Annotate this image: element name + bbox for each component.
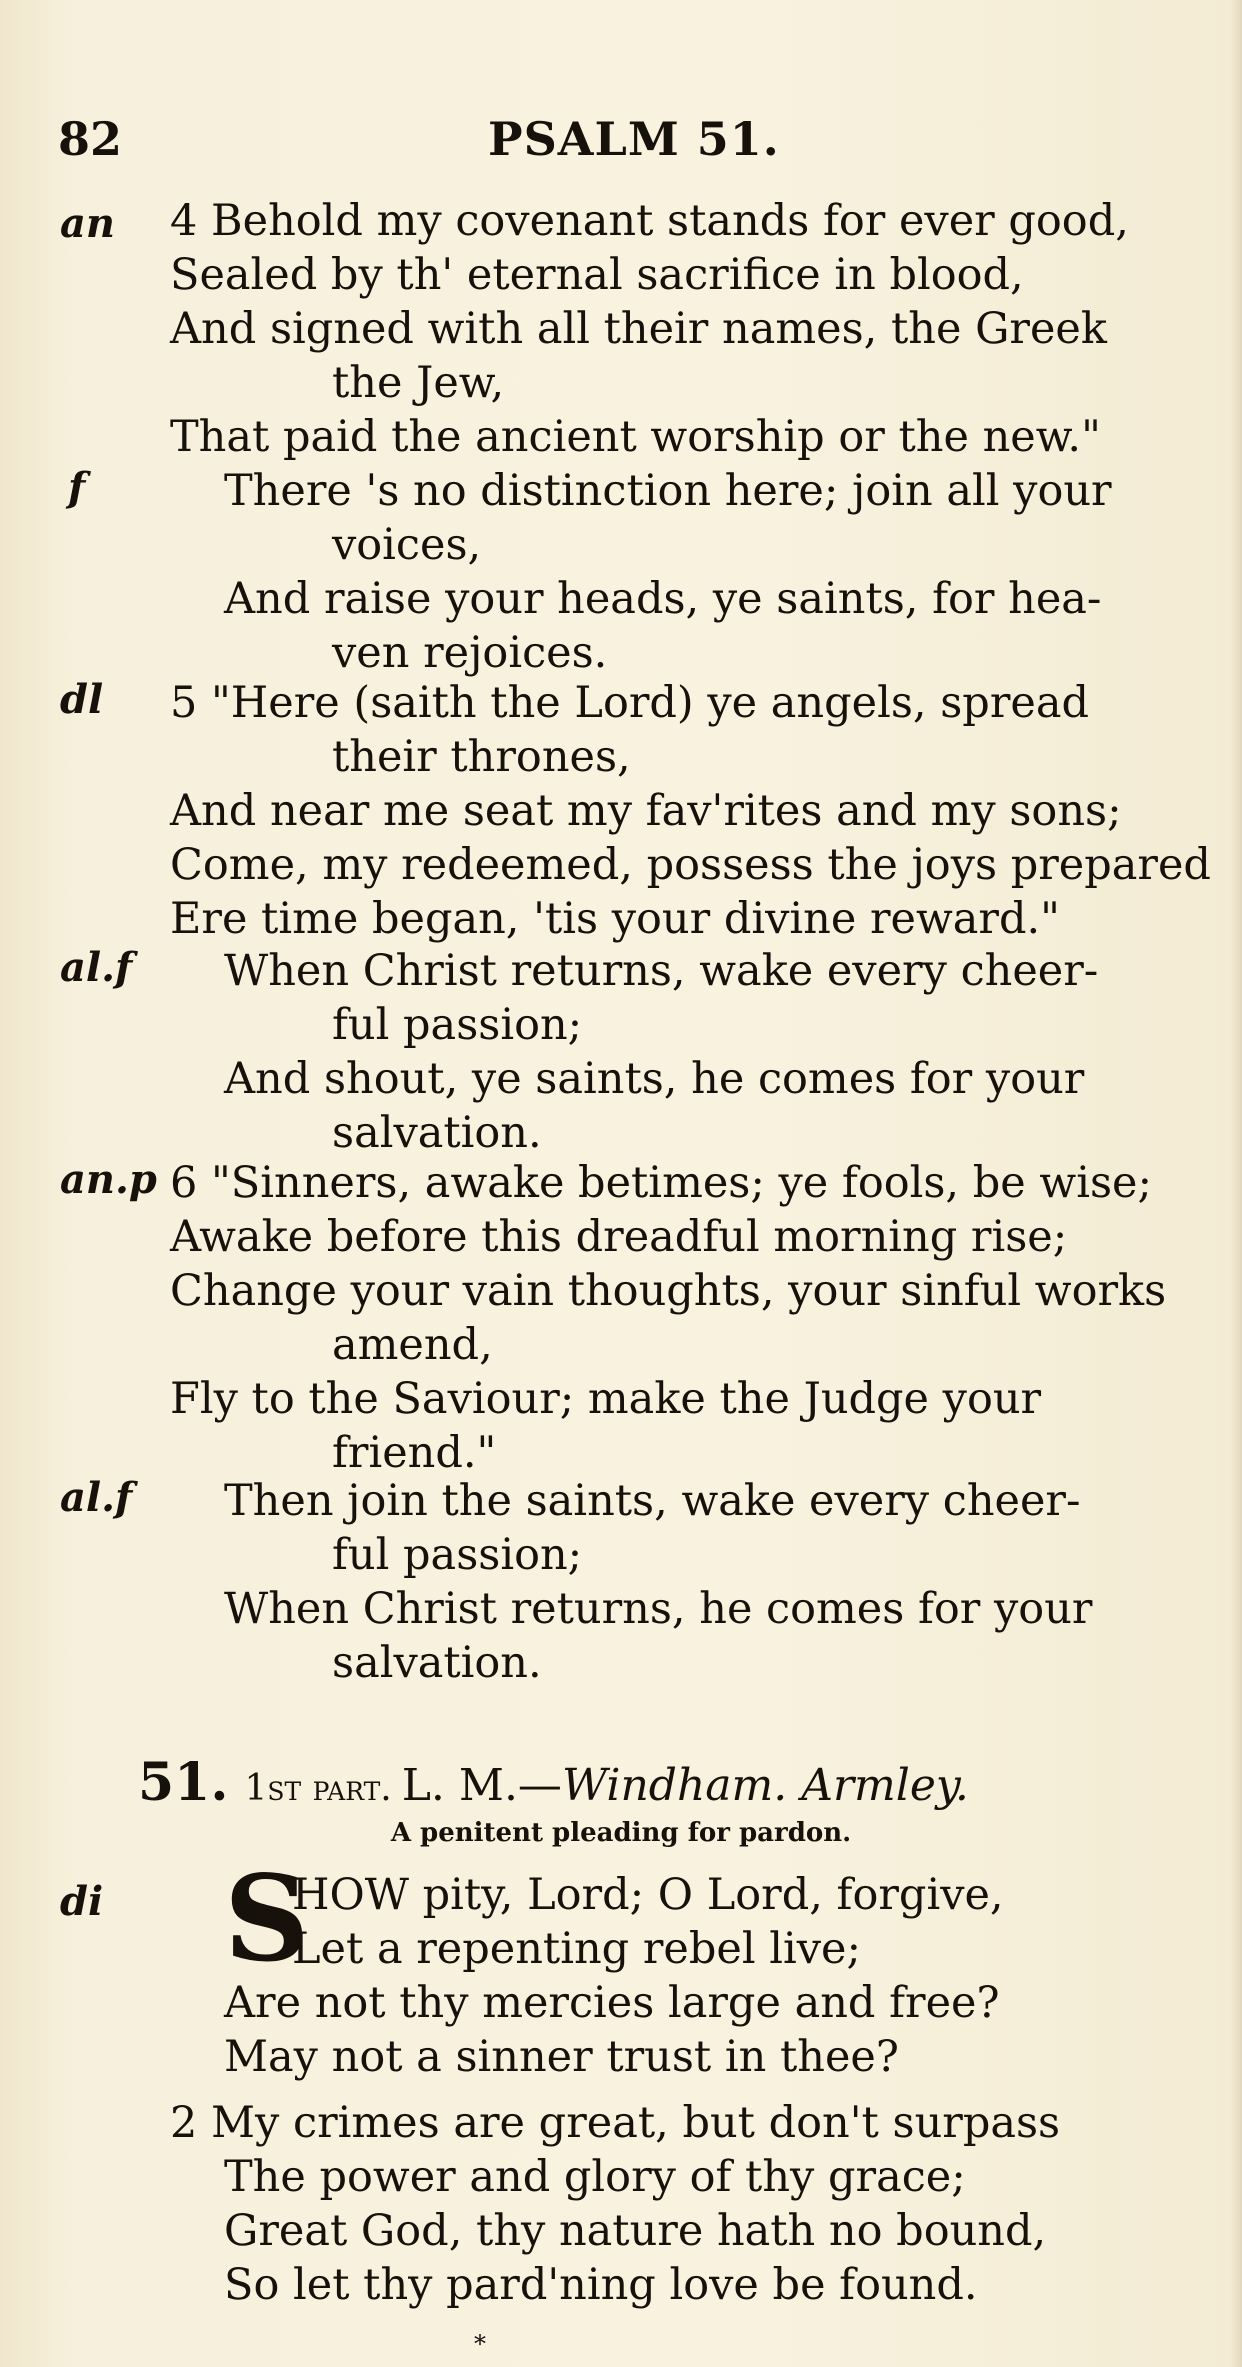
verse-line: Awake before this dreadful morning rise; (170, 1212, 1068, 1262)
signature-mark: * (474, 2330, 486, 2358)
verse-line: ful passion; (332, 1530, 583, 1580)
hymn-line: Great God, thy nature hath no bound, (224, 2206, 1047, 2256)
verse-line: Ere time began, 'tis your divine reward." (170, 894, 1060, 944)
page-header (58, 112, 1178, 172)
verse-line: When Christ returns, wake every cheer- (224, 946, 1099, 996)
verse-line: And near me seat my fav'rites and my sons; (170, 786, 1122, 836)
page-edge-shadow (1230, 0, 1242, 2367)
verse-line: Then join the saints, wake every cheer- (224, 1476, 1081, 1526)
margin-mark: an.p (60, 1156, 157, 1203)
verse-line: the Jew, (332, 358, 505, 408)
verse-line: friend." (332, 1428, 497, 1478)
hymn-line: So let thy pard'ning love be found. (224, 2260, 978, 2310)
verse-line: 4 Behold my covenant stands for ever good, (170, 196, 1129, 246)
hymn-line: HOW pity, Lord; O Lord, forgive, (292, 1870, 1004, 1920)
margin-mark: al.f (60, 944, 133, 991)
margin-mark: f (68, 464, 86, 511)
verse-line: Change your vain thoughts, your sinful works (170, 1266, 1167, 1316)
margin-mark: al.f (60, 1474, 133, 1521)
verse-line: amend, (332, 1320, 493, 1370)
page-number: 82 (58, 112, 123, 166)
verse-line: Sealed by th' eternal sacrifice in blood, (170, 250, 1024, 300)
hymn-line: 2 My crimes are great, but don't surpass (170, 2098, 1061, 2148)
verse-line: And raise your heads, ye saints, for hea- (224, 574, 1102, 624)
hymn-line: Let a repenting rebel live; (292, 1924, 861, 1974)
verse-line: voices, (332, 520, 482, 570)
margin-mark: an (60, 200, 115, 247)
verse-line: And signed with all their names, the Greek (170, 304, 1107, 354)
verse-line: 5 "Here (saith the Lord) ye angels, spread (170, 678, 1089, 728)
hymn-line: May not a sinner trust in thee? (224, 2032, 899, 2082)
verse-line: ven rejoices. (332, 628, 608, 678)
verse-line: salvation. (332, 1108, 542, 1158)
section-heading (138, 1752, 969, 1813)
margin-mark: di (60, 1878, 104, 1925)
verse-line: When Christ returns, he comes for your (224, 1584, 1093, 1634)
drop-cap: S (224, 1849, 310, 1988)
hymn-line: Are not thy mercies large and free? (224, 1978, 1000, 2028)
margin-mark: dl (60, 676, 104, 723)
verse-line: There 's no distinction here; join all your (224, 466, 1112, 516)
verse-line: Come, my redeemed, possess the joys prepared (170, 840, 1211, 890)
psalm-number: 51. (138, 1752, 229, 1813)
verse-line: 6 "Sinners, awake betimes; ye fools, be wise; (170, 1158, 1152, 1208)
verse-line: That paid the ancient worship or the new." (170, 412, 1101, 462)
running-title: PSALM 51. (488, 112, 780, 166)
verse-line: salvation. (332, 1638, 542, 1688)
verse-line: ful passion; (332, 1000, 583, 1050)
verse-line: Fly to the Saviour; make the Judge your (170, 1374, 1042, 1424)
verse-line: their thrones, (332, 732, 631, 782)
meter-label: L. M.— (401, 1760, 562, 1811)
part-label: 1st part. (244, 1768, 392, 1809)
hymn-line: The power and glory of thy grace; (224, 2152, 966, 2202)
hymn-subtitle: A penitent pleading for pardon. (390, 1818, 852, 1848)
tune-names: Windham. Armley. (561, 1760, 969, 1811)
verse-line: And shout, ye saints, he comes for your (224, 1054, 1085, 1104)
